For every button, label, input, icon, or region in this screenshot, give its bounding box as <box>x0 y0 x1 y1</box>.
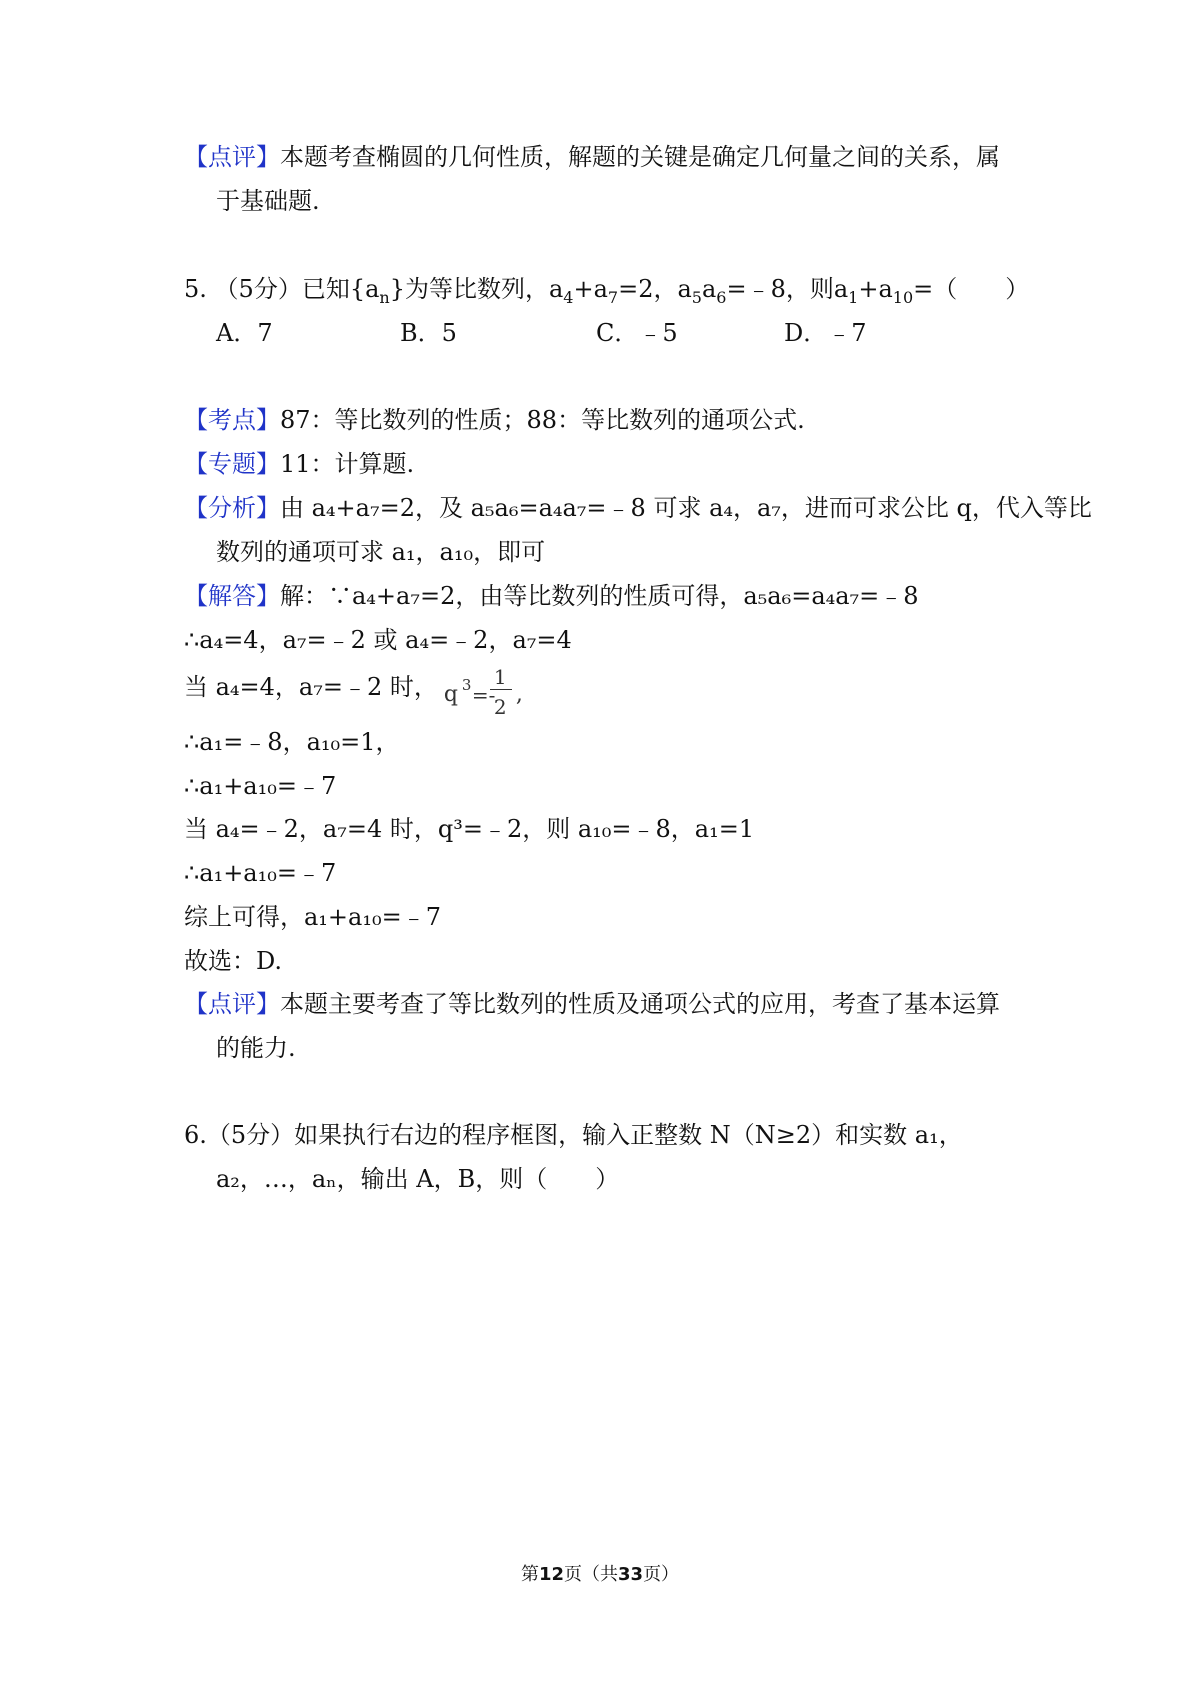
prev-review-line-1: 【点评】本题考查椭圆的几何性质，解题的关键是确定几何量之间的关系，属 <box>184 143 1000 171</box>
q-cubed-fraction-image: q 3 =- 1 2 , <box>443 664 523 719</box>
total-pages: 33 <box>618 1564 644 1585</box>
jieda-line-1: 【解答】解：∵a₄+a₇=2，由等比数列的性质可得，a₅a₆=a₄a₇=﹣8 <box>184 582 919 610</box>
question-6-line-2: a₂，…，aₙ，输出 A，B，则（ ） <box>216 1165 620 1193</box>
zhuanti-tag: 【专题】 <box>184 450 280 478</box>
question-5-options <box>216 316 1116 350</box>
current-page-number: 12 <box>538 1564 564 1585</box>
kaodian-tag: 【考点】 <box>184 406 280 434</box>
fenxi-line-1: 【分析】由 a₄+a₇=2，及 a₅a₆=a₄a₇=﹣8 可求 a₄，a₇，进而可求公比 q，代入等比 <box>184 494 1092 522</box>
jieda-line-4: ∴a₁=﹣8，a₁₀=1， <box>184 728 400 756</box>
prev-review-line-2: 于基础题. <box>216 187 320 215</box>
jieda-line-9: 故选：D. <box>184 947 283 975</box>
question-5-stem: 5. （5分）已知$\{a_n\}$为等比数列，$a_4+a_7=2$，$a_5a_6=﹣8$，则$a_1+a_{10}=$（ ） <box>184 275 1030 307</box>
jieda-line-8: 综上可得，a₁+a₁₀=﹣7 <box>184 903 441 931</box>
page-footer: 第12页（共33页） <box>520 1564 680 1585</box>
option-a: A．7 <box>216 319 273 347</box>
question-6-line-1: 6.（5分）如果执行右边的程序框图，输入正整数 N（N≥2）和实数 a₁， <box>184 1121 963 1149</box>
zhuanti-line: 【专题】11：计算题. <box>184 450 415 478</box>
fenxi-line-2: 数列的通项可求 a₁，a₁₀，即可 <box>216 538 546 566</box>
jieda-tag: 【解答】 <box>184 582 280 610</box>
dianping-line-2: 的能力. <box>216 1034 296 1062</box>
option-c: C．﹣5 <box>596 319 678 347</box>
option-d: D．﹣7 <box>784 319 867 347</box>
kaodian-line: 【考点】87：等比数列的性质；88：等比数列的通项公式. <box>184 406 805 434</box>
fenxi-tag: 【分析】 <box>184 494 280 522</box>
dianping-line-1: 【点评】本题主要考查了等比数列的性质及通项公式的应用，考查了基本运算 <box>184 990 1000 1018</box>
jieda-line-6: 当 a₄=﹣2，a₇=4 时，q³=﹣2，则 a₁₀=﹣8，a₁=1 <box>184 815 755 843</box>
jieda-line-5: ∴a₁+a₁₀=﹣7 <box>184 772 337 800</box>
jieda-line-2: ∴a₄=4，a₇=﹣2 或 a₄=﹣2，a₇=4 <box>184 626 572 654</box>
jieda-line-7: ∴a₁+a₁₀=﹣7 <box>184 859 337 887</box>
jieda-line-3: 当 a₄=4，a₇=﹣2 时， q 3 =- 1 2 , <box>184 670 530 706</box>
review-tag: 【点评】 <box>184 143 280 171</box>
dianping-tag: 【点评】 <box>184 990 280 1018</box>
option-b: B．5 <box>400 319 457 347</box>
